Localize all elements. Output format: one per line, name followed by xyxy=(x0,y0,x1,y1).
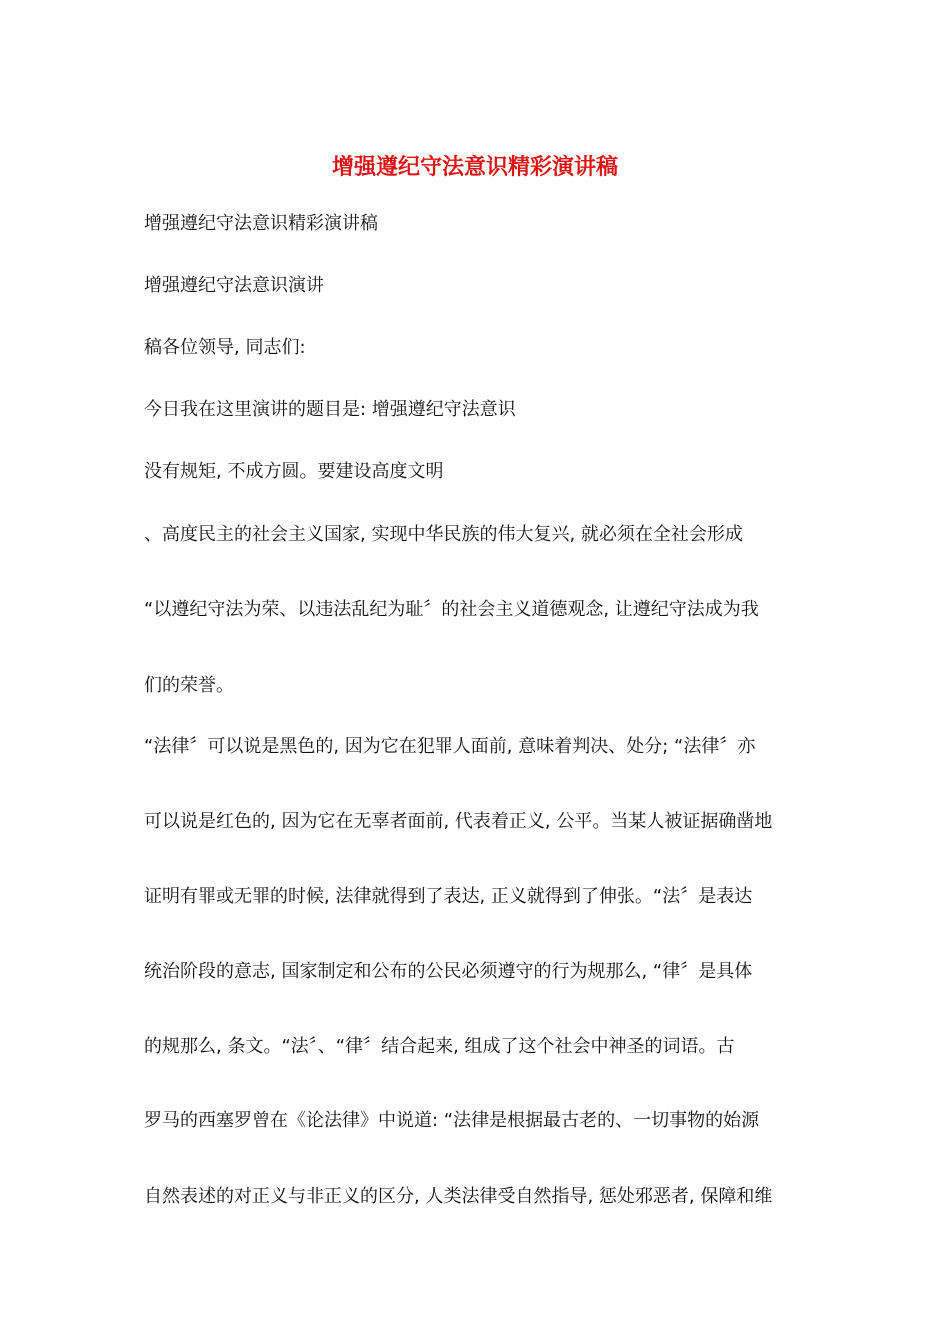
paragraph-line: 稿各位领导, 同志们: xyxy=(144,337,306,358)
paragraph-line: 统治阶段的意志, 国家制定和公布的公民必须遵守的行为规那么, “律〞是具体 xyxy=(144,961,753,982)
document-title: 增强遵纪守法意识精彩演讲稿 xyxy=(331,155,618,180)
paragraph-line: 可以说是红色的, 因为它在无辜者面前, 代表着正义, 公平。当某人被证据确凿地 xyxy=(144,811,773,832)
paragraph-line: 增强遵纪守法意识演讲 xyxy=(144,275,324,296)
paragraph-line: 没有规矩, 不成方圆。要建设高度文明 xyxy=(144,461,444,482)
paragraph-line: 们的荣誉。 xyxy=(144,675,234,696)
paragraph-line: 的规那么, 条文。“法〞、“律〞结合起来, 组成了这个社会中神圣的词语。古 xyxy=(144,1036,735,1057)
paragraph-line: 证明有罪或无罪的时候, 法律就得到了表达, 正义就得到了伸张。“法〞是表达 xyxy=(144,886,753,907)
paragraph-line: 罗马的西塞罗曾在《论法律》中说道: “法律是根据最古老的、一切事物的始源 xyxy=(144,1110,760,1131)
paragraph-line: 、高度民主的社会主义国家, 实现中华民族的伟大复兴, 就必须在全社会形成 xyxy=(144,524,743,545)
paragraph-line: 今日我在这里演讲的题目是: 增强遵纪守法意识 xyxy=(144,399,516,420)
paragraph-line: “以遵纪守法为荣、以违法乱纪为耻〞的社会主义道德观念, 让遵纪守法成为我 xyxy=(144,599,759,620)
paragraph-line: 自然表述的对正义与非正义的区分, 人类法律受自然指导, 惩处邪恶者, 保障和维 xyxy=(144,1186,773,1207)
paragraph-line: “法律〞可以说是黑色的, 因为它在犯罪人面前, 意味着判决、处分; “法律〞亦 xyxy=(144,736,756,757)
paragraph-line: 增强遵纪守法意识精彩演讲稿 xyxy=(144,213,378,234)
